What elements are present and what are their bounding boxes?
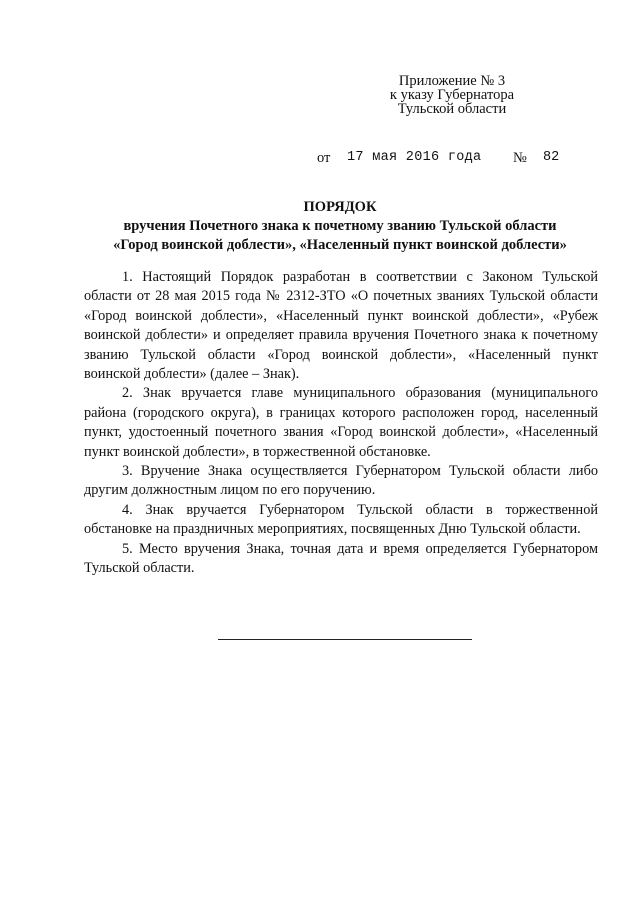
- paragraph-4: 4. Знак вручается Губернатором Тульской области в торжественной обстановке на праздничных мероприятиях, посвященных Дню Тульской области.: [84, 501, 598, 538]
- closing-rule: [218, 639, 472, 640]
- appendix-line-1: Приложение № 3: [398, 73, 506, 89]
- title-subtitle-1: вручения Почетного знака к почетному званию Тульской области: [123, 218, 557, 234]
- number-label: №: [513, 150, 527, 166]
- paragraph-2: 2. Знак вручается главе муниципального образования (муниципального района (городского округа), в границах которого расположен город, населенный пункт, удостоенный почетного звания «Город воинской доблести», «Населенный пункт воинской доблести», в торжественной обстановке.: [84, 385, 598, 460]
- appendix-line-2: к указу Губернатора: [389, 87, 515, 103]
- document-title: [84, 198, 596, 255]
- decree-number: 82: [543, 150, 560, 165]
- decree-date: 17 мая 2016 года: [347, 150, 482, 165]
- title-main: ПОРЯДОК: [303, 199, 377, 215]
- paragraph-3: 3. Вручение Знака осуществляется Губернатором Тульской области либо другим должностным лицом по его поручению.: [84, 463, 598, 499]
- paragraph-5: 5. Место вручения Знака, точная дата и время определяется Губернатором Тульской области.: [84, 540, 598, 577]
- date-from-label: от: [317, 150, 331, 166]
- paragraph-1: 1. Настоящий Порядок разработан в соответствии с Законом Тульской области от 28 мая 2015 года № 2312-ЗТО «О почетных званиях Тульской области «Город воинской доблести», «Населенный пункт воинской доблести», «Рубеж воинской доблести» и определяет правила вручения Почетного знака к почетному званию Тульской области «Город воинской доблести», «Населенный пункт воинской доблести» (далее – Знак).: [84, 269, 598, 383]
- document-body: [84, 268, 598, 579]
- appendix-line-3: Тульской области: [397, 101, 507, 117]
- appendix-header: [372, 74, 532, 116]
- decree-dateline: [0, 150, 640, 166]
- title-subtitle-2: «Город воинской доблести», «Населенный пункт воинской доблести»: [113, 237, 567, 253]
